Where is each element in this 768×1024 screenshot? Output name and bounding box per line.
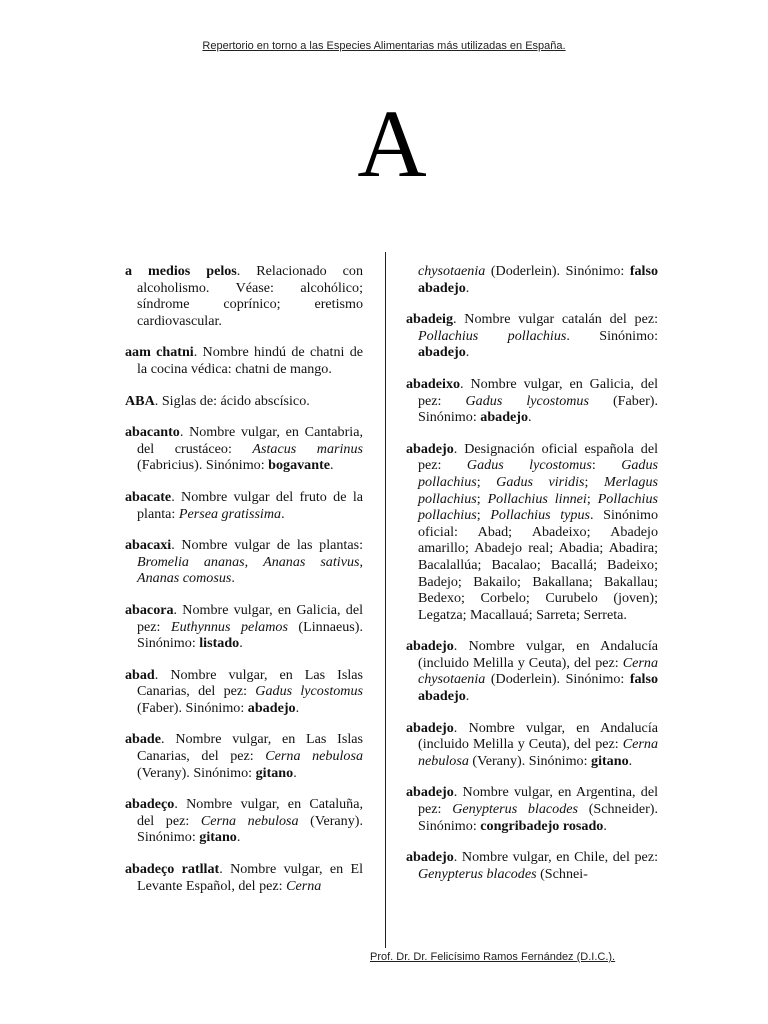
species-name: Bromelia ananas bbox=[137, 553, 245, 570]
species-name: Genypterus blacodes bbox=[452, 801, 578, 818]
entry-text: . bbox=[281, 505, 285, 522]
dictionary-entry bbox=[125, 861, 363, 894]
section-letter: A bbox=[357, 90, 427, 197]
dictionary-entry bbox=[125, 489, 363, 522]
dictionary-entry bbox=[406, 784, 658, 834]
entry-text: . Designación oficial española del pez: bbox=[418, 440, 658, 474]
entry-text: . Siglas de: ácido abscísico. bbox=[154, 392, 310, 409]
entry-text: , bbox=[244, 553, 264, 570]
entry-text: . bbox=[465, 688, 470, 705]
entry-headword: abadejo bbox=[406, 440, 454, 457]
entry-headword: abad bbox=[125, 666, 155, 683]
entry-text: . Nombre vulgar, en Cataluña, del pez: bbox=[137, 796, 363, 829]
entry-text: (Schnei- bbox=[536, 865, 588, 882]
entry-headword: ABA bbox=[125, 392, 155, 409]
entry-text: . Nombre vulgar, en Las Islas Canarias, del pez: bbox=[137, 731, 363, 765]
dictionary-entry bbox=[125, 393, 363, 410]
entry-text: (Fabricius). Sinónimo: bbox=[137, 457, 269, 474]
entry-text: (Verany). Sinónimo: bbox=[137, 812, 363, 846]
species-name: Cerna nebulosa bbox=[200, 812, 299, 829]
entry-text: . Nombre vulgar del fruto de la planta: bbox=[137, 488, 363, 522]
entry-text: . Nombre vulgar, en Galicia, del pez: bbox=[137, 601, 363, 635]
dictionary-entry bbox=[406, 441, 658, 624]
entry-text: . Nombre hindú de chatni de la cocina védica: chatni de mango. bbox=[137, 344, 364, 377]
dictionary-entry bbox=[406, 638, 658, 704]
running-header: Repertorio en torno a las Especies Alimentarias más utilizadas en España. bbox=[202, 40, 566, 52]
entry-text: ; bbox=[476, 507, 491, 524]
entry-headword: abacaxi bbox=[125, 537, 172, 554]
species-name: Genypterus blacodes bbox=[418, 865, 537, 882]
synonym: bogavante bbox=[268, 457, 331, 474]
entry-text: . bbox=[231, 570, 235, 587]
right-column bbox=[406, 263, 658, 897]
entry-headword: abacate bbox=[125, 488, 172, 505]
species-name: Pollachius typus bbox=[490, 507, 590, 524]
entry-headword: abadeço bbox=[125, 796, 175, 813]
entry-headword: abadejo bbox=[406, 784, 454, 801]
synonym: falso abadejo bbox=[418, 263, 658, 296]
entry-text: . Relacionado con alcoholismo. Véase: alcohólico; síndrome coprínico; eretismo cardiovascular. bbox=[137, 263, 363, 329]
entry-headword: abadeig bbox=[406, 311, 453, 328]
species-name: Euthynnus pelamos bbox=[170, 618, 288, 635]
dictionary-entry bbox=[406, 311, 658, 361]
entry-text: . bbox=[236, 829, 241, 846]
species-name: Gadus pollachius bbox=[418, 457, 658, 490]
species-name: Cerna nebulosa bbox=[418, 736, 658, 769]
species-name: Merlagus pollachius bbox=[418, 473, 658, 507]
entry-text: . Nombre vulgar, en Argentina, del pez: bbox=[418, 784, 658, 818]
synonym: gitano bbox=[591, 752, 629, 769]
synonym: abadejo bbox=[418, 344, 466, 361]
dictionary-entry bbox=[406, 263, 658, 296]
entry-text: . Sinónimo: bbox=[566, 327, 658, 344]
entry-text: . bbox=[239, 635, 243, 652]
synonym: falso abadejo bbox=[418, 671, 658, 705]
dictionary-entry bbox=[125, 344, 363, 377]
column-divider bbox=[385, 252, 386, 948]
synonym: listado bbox=[199, 635, 240, 652]
dictionary-entry bbox=[125, 263, 363, 329]
entry-text: . bbox=[330, 457, 334, 474]
entry-text: , bbox=[359, 553, 364, 570]
dictionary-entry bbox=[125, 731, 363, 781]
entry-text: . Nombre vulgar de las plantas: bbox=[171, 537, 363, 554]
entry-text: (Faber). Sinónimo: bbox=[137, 699, 248, 716]
dictionary-entry bbox=[125, 424, 363, 474]
entry-headword: abadejo bbox=[406, 849, 454, 866]
species-name: Gadus lycostomus bbox=[255, 683, 363, 700]
entry-text: . Nombre vulgar, en Cantabria, del crustáceo: bbox=[137, 424, 363, 457]
entry-text: ; bbox=[476, 473, 497, 490]
synonym: congribadejo rosado bbox=[480, 817, 604, 834]
entry-headword: abacora bbox=[125, 601, 174, 618]
entry-headword: aam chatni bbox=[125, 344, 194, 361]
entry-headword: abadejo bbox=[406, 719, 454, 736]
species-name: chysotaenia bbox=[418, 263, 486, 279]
dictionary-entry bbox=[125, 667, 363, 717]
species-name: Cerna chysotaenia bbox=[418, 654, 658, 688]
species-name: Pollachius pollachius bbox=[418, 327, 567, 344]
entry-text: . bbox=[603, 817, 607, 834]
entry-headword: abadejo bbox=[406, 638, 454, 655]
entry-headword: abade bbox=[125, 731, 162, 748]
entry-text: . Nombre vulgar, en Galicia, del pez: bbox=[418, 375, 658, 409]
entry-text: . Nombre vulgar, en El Levante Español, del pez: bbox=[137, 861, 363, 894]
footer-author: Prof. Dr. Dr. Felicísimo Ramos Fernández (D.I.C.). bbox=[370, 951, 616, 963]
dictionary-entry bbox=[406, 849, 658, 882]
entry-text: . Sinónimo oficial: Abad; Abadeixo; Abadejo amarillo; Abadejo real; Abadia; Abadira; Bacalallúa; Bacalao; Bacallá; Badeixo; Badejo; Bakailo; Bakallana; Bakallau; Bedexo; Corbelo; Curubelo (joven); Legatza; Macallauá; Sarreta; Serreta. bbox=[418, 507, 658, 623]
species-name: Pollachius linnei bbox=[487, 490, 587, 507]
entry-text: . Nombre vulgar, en Las Islas Canarias, del pez: bbox=[137, 666, 363, 700]
entry-text: ; bbox=[586, 490, 598, 507]
species-name: Gadus lycostomus bbox=[466, 457, 592, 474]
entry-text: (Doderlein). Sinónimo: bbox=[485, 263, 630, 279]
species-name: Cerna bbox=[286, 877, 322, 894]
entry-headword: abadeço ratllat bbox=[125, 861, 220, 878]
entry-text: . Nombre vulgar, en Andalucía (incluido Melilla y Ceuta), del pez: bbox=[418, 638, 658, 671]
left-column bbox=[125, 263, 363, 909]
dictionary-entry bbox=[125, 602, 363, 652]
dictionary-entry bbox=[125, 796, 363, 846]
species-name: Pollachius pollachius bbox=[418, 490, 658, 524]
dictionary-entry bbox=[406, 720, 658, 770]
entry-text: . bbox=[465, 279, 470, 296]
entry-text: ; bbox=[476, 490, 488, 507]
species-name: Ananas comosus bbox=[137, 570, 232, 587]
entry-text: (Faber). Sinónimo: bbox=[418, 392, 658, 426]
synonym: gitano bbox=[199, 829, 237, 846]
entry-text: ; bbox=[584, 473, 604, 490]
species-name: Astacus marinus bbox=[252, 440, 364, 457]
entry-text: . Nombre vulgar, en Andalucía (incluido Melilla y Ceuta), del pez: bbox=[418, 719, 658, 753]
species-name: Gadus viridis bbox=[496, 473, 585, 490]
dictionary-entry bbox=[125, 537, 363, 587]
entry-headword: abadeixo bbox=[406, 375, 461, 392]
entry-text: . Nombre vulgar catalán del pez: bbox=[453, 311, 658, 328]
entry-text: . bbox=[528, 409, 532, 426]
entry-text: . bbox=[295, 699, 300, 716]
entry-headword: a medios pelos bbox=[125, 263, 237, 279]
entry-text: (Linnaeus). Sinónimo: bbox=[137, 618, 363, 652]
entry-text: . bbox=[465, 344, 470, 361]
entry-text: . Nombre vulgar, en Chile, del pez: bbox=[453, 849, 658, 866]
synonym: gitano bbox=[255, 764, 294, 781]
entry-headword: abacanto bbox=[125, 424, 180, 441]
species-name: Gadus lycostomus bbox=[465, 392, 589, 409]
entry-text: (Schneider). Sinónimo: bbox=[418, 801, 658, 834]
entry-text: (Doderlein). Sinónimo: bbox=[485, 671, 630, 688]
species-name: Cerna nebulosa bbox=[265, 748, 363, 765]
species-name: Persea gratissima bbox=[178, 505, 282, 522]
synonym: abadejo bbox=[480, 409, 529, 426]
entry-text: (Verany). Sinónimo: bbox=[137, 764, 256, 781]
entry-text: . bbox=[628, 752, 633, 769]
entry-text: : bbox=[591, 457, 622, 474]
entry-text: (Verany). Sinónimo: bbox=[468, 752, 592, 769]
dictionary-entry bbox=[406, 376, 658, 426]
synonym: abadejo bbox=[247, 699, 296, 716]
entry-text: . bbox=[293, 764, 297, 781]
species-name: Ananas sativus bbox=[263, 553, 360, 570]
